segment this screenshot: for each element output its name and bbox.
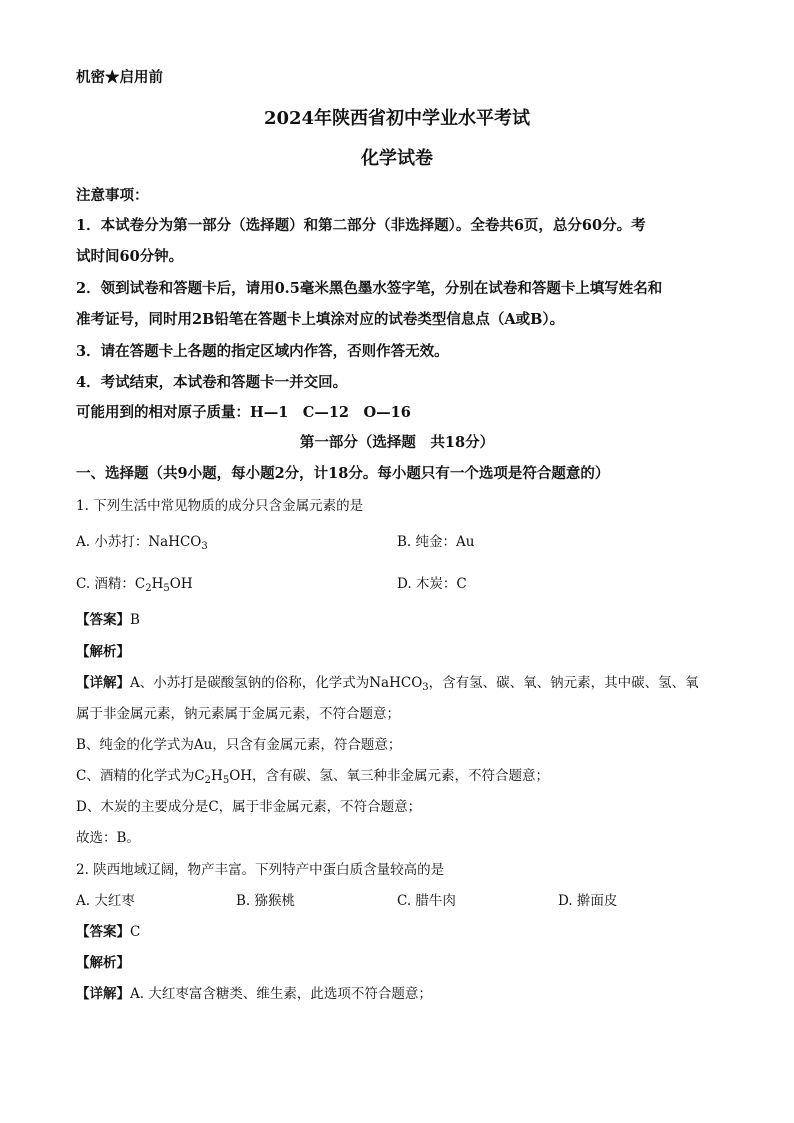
notes-item3: 3．请在答题卡上各题的指定区域内作答，否则作答无效。 (76, 343, 449, 360)
notes-item4: 4．考试结束，本试卷和答题卡一并交回。 (76, 374, 348, 391)
section-instructions: 一、选择题（共9小题，每小题2分，计18分。每小题只有一个选项是符合题意的） (76, 465, 610, 482)
q2-analysis-tag: 【解析】 (76, 955, 130, 971)
q1-detail-line1: 【详解】A、小苏打是碳酸氢钠的俗称，化学式为NaHCO$_3$，含有氢、碳、氧、钠元素，其中碳、氢、氧 (76, 675, 699, 693)
q1-option-c: C. 酒精：$C_2H_5OH$ (76, 576, 193, 594)
q1-conclusion: 故选：B。 (76, 830, 140, 846)
q2-detail-line1: 【详解】A. 大红枣富含糖类、维生素，此选项不符合题意； (76, 986, 432, 1002)
notes-item2-line1: 2．领到试卷和答题卡后，请用0.5毫米黑色墨水签字笔，分别在试卷和答题卡上填写姓名和 (76, 280, 663, 297)
exam-title: 2024年陕西省初中学业水平考试 (263, 108, 531, 129)
q1-analysis-tag: 【解析】 (76, 644, 130, 660)
subject-title: 化学试卷 (361, 148, 433, 169)
notes-item1-line1: 1．本试卷分为第一部分（选择题）和第二部分（非选择题）。全卷共6页，总分60分。考 (76, 217, 646, 234)
q2-option-c: C. 腊牛肉 (397, 893, 456, 909)
q1-option-a: A. 小苏打：NaHCO$_3$ (76, 534, 208, 552)
q1-option-b: B. 纯金：Au (397, 534, 475, 550)
q2-option-a: A. 大红枣 (76, 893, 135, 909)
atomic-mass-line: 可能用到的相对原子质量：H—1 C—12 O—16 (76, 404, 411, 421)
q1-stem: 1. 下列生活中常见物质的成分只含金属元素的是 (76, 498, 364, 514)
q1-detail-line4: C、酒精的化学式为$C_2H_5OH$，含有碳、氢、氧三种非金属元素，不符合题意； (76, 768, 550, 786)
notes-heading: 注意事项： (76, 187, 149, 204)
q2-option-b: B. 猕猴桃 (236, 893, 296, 909)
notes-item2-line2: 准考证号，同时用2B铅笔在答题卡上填涂对应的试卷类型信息点（A或B）。 (76, 311, 565, 328)
confidential-label: 机密★启用前 (76, 69, 163, 86)
q2-stem: 2. 陕西地域辽阔，物产丰富。下列特产中蛋白质含量较高的是 (76, 862, 445, 878)
q2-answer: 【答案】C (76, 924, 141, 940)
q1-detail-line3: B、纯金的化学式为Au，只含有金属元素，符合题意； (76, 737, 402, 753)
q1-detail-line2: 属于非金属元素，钠元素属于金属元素，不符合题意； (76, 706, 400, 722)
part1-title: 第一部分（选择题 共18分） (299, 434, 495, 451)
notes-item1-line2: 试时间60分钟。 (76, 248, 184, 265)
q1-answer: 【答案】B (76, 612, 140, 628)
q2-option-d: D. 擀面皮 (558, 893, 618, 909)
q1-detail-line5: D、木炭的主要成分是C，属于非金属元素，不符合题意； (76, 799, 422, 815)
q1-option-d: D. 木炭：C (397, 576, 467, 592)
